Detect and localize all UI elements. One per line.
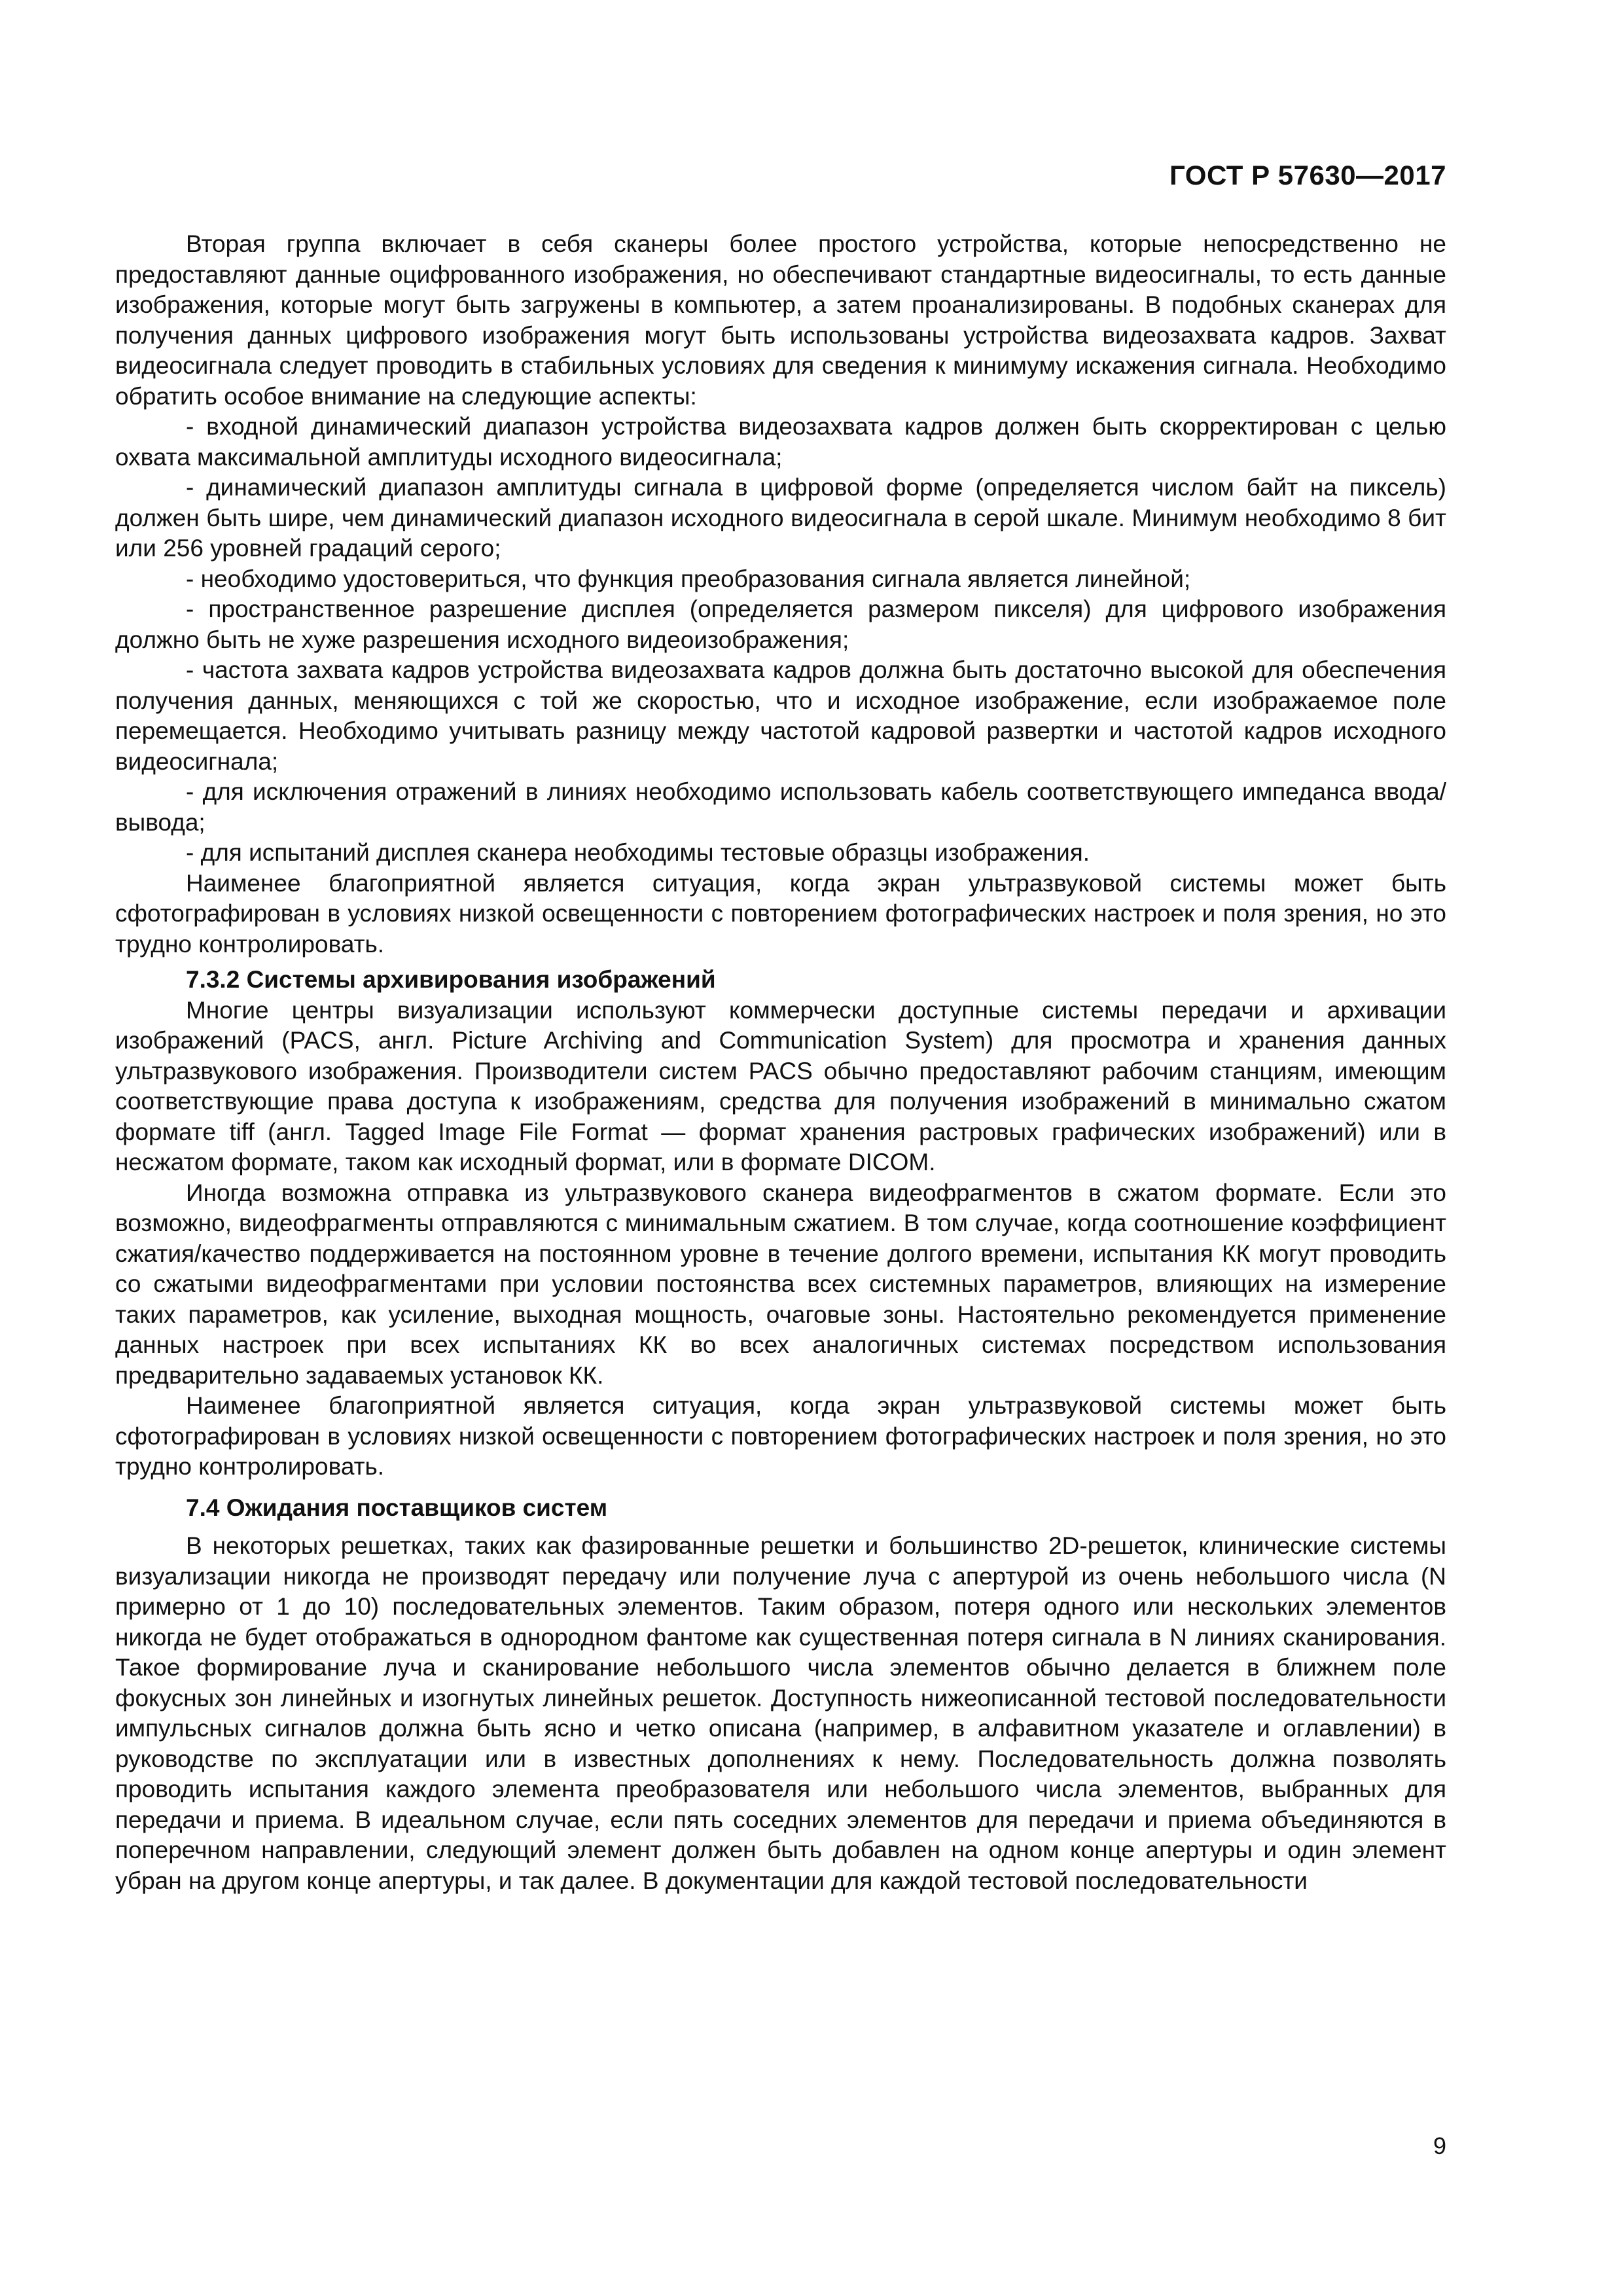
list-item: - динамический диапазон амплитуды сигнала в цифровой форме (определяется числом байт на пиксель) должен быть шире, чем динамический диапазон исходного видеосигнала в серой шкале. Минимум необходимо 8 бит или 256 уровней градаций серого; [115, 474, 1446, 562]
paragraph: Многие центры визуализации используют коммерчески доступные системы передачи и архивации изображений (PACS, англ. Picture Archiving and Communication System) для просмотра и хранения данных ультразвукового изображения. Производители систем PACS обычно предоставляют рабочим станциям, имеющим соответствующие права доступа к изображениям, средства для получения изображений в минимально сжатом формате tiff (англ. Tagged Image File Format — формат хранения растровых графических изображений) или в несжатом формате, таком как исходный формат, или в формате DICOM. [115, 996, 1446, 1175]
paragraph: Наименее благоприятной является ситуация, когда экран ультразвуковой системы может быть сфотографирован в условиях низкой освещенности с повторением фотографических настроек и поля зрения, но это трудно контролировать. [115, 1392, 1446, 1480]
paragraph: Вторая группа включает в себя сканеры более простого устройства, которые непосредственно не предоставляют данные оцифрованного изображения, но обеспечивают стандартные видеосигналы, то есть данные изображения, которые могут быть загружены в компьютер, а затем проанализированы. В подобных сканерах для получения данных цифрового изображения могут быть использованы устройства видеозахвата кадров. Захват видеосигнала следует проводить в стабильных условиях для сведения к минимуму искажения сигнала. Необходимо обратить особое внимание на следующие аспекты: [115, 230, 1446, 410]
paragraph: В некоторых решетках, таких как фазированные решетки и большинство 2D-решеток, клинические системы визуализации никогда не производят передачу или получение луча с апертурой из очень небольшого числа (N примерно от 1 до 10) последовательных элементов. Таким образом, потеря одного или нескольких элементов никогда не будет отображаться в однородном фантоме как существенная потеря сигнала в N линиях сканирования. Такое формирование луча и сканирование небольшого числа элементов обычно делается в ближнем поле фокусных зон линейных и изогнутых линейных решеток. Доступность нижеописанной тестовой последовательности импульсных сигналов должна быть ясно и четко описана (например, в алфавитном указателе и оглавлении) в руководстве по эксплуатации или в известных дополнениях к нему. Последовательность должна позволять проводить испытания каждого элемента преобразователя или небольшого числа элементов, выбранных для передачи и приема. В идеальном случае, если пять соседних элементов для передачи и приема объединяются в поперечном направлении, следующий элемент должен быть добавлен на одном конце апертуры и один элемент убран на другом конце апертуры, и так далее. В документации для каждой тестовой последовательности [115, 1532, 1446, 1894]
document-body [115, 229, 1446, 1896]
section-heading-7-3-2: 7.3.2 Системы архивирования изображений [186, 966, 716, 993]
paragraph: Наименее благоприятной является ситуация, когда экран ультразвуковой системы может быть сфотографирован в условиях низкой освещенности с повторением фотографических настроек и поля зрения, но это трудно контролировать. [115, 869, 1446, 958]
list-item: - частота захвата кадров устройства видеозахвата кадров должна быть достаточно высокой для обеспечения получения данных, меняющихся с той же скоростью, что и исходное изображение, если изображаемое поле перемещается. Необходимо учитывать разницу между частотой кадровой развертки и частотой кадров исходного видеосигнала; [115, 656, 1446, 775]
list-item: - необходимо удостовериться, что функция преобразования сигнала является линейной; [186, 565, 1191, 592]
list-item: - входной динамический диапазон устройства видеозахвата кадров должен быть скорректирован с целью охвата максимальной амплитуды исходного видеосигнала; [115, 413, 1446, 471]
page-number: 9 [1433, 2132, 1446, 2159]
list-item: - для испытаний дисплея сканера необходимы тестовые образцы изображения. [186, 839, 1090, 866]
list-item: - для исключения отражений в линиях необходимо использовать кабель соответствующего импеданса ввода/вывода; [115, 778, 1446, 836]
section-heading-7-4: 7.4 Ожидания поставщиков систем [186, 1494, 608, 1521]
paragraph: Иногда возможна отправка из ультразвукового сканера видеофрагментов в сжатом формате. Если это возможно, видеофрагменты отправляются с минимальным сжатием. В том случае, когда соотношение коэффициент сжатия/качество поддерживается на постоянном уровне в течение долгого времени, испытания КК могут проводить со сжатыми видеофрагментами при условии постоянства всех системных параметров, влияющих на измерение таких параметров, как усиление, выходная мощность, очаговые зоны. Настоятельно рекомендуется применение данных настроек при всех испытаниях КК во всех аналогичных системах посредством использования предварительно задаваемых установок КК. [115, 1179, 1446, 1389]
document-code-header: ГОСТ Р 57630—2017 [1169, 160, 1446, 190]
list-item: - пространственное разрешение дисплея (определяется размером пикселя) для цифрового изображения должно быть не хуже разрешения исходного видеоизображения; [115, 596, 1446, 653]
